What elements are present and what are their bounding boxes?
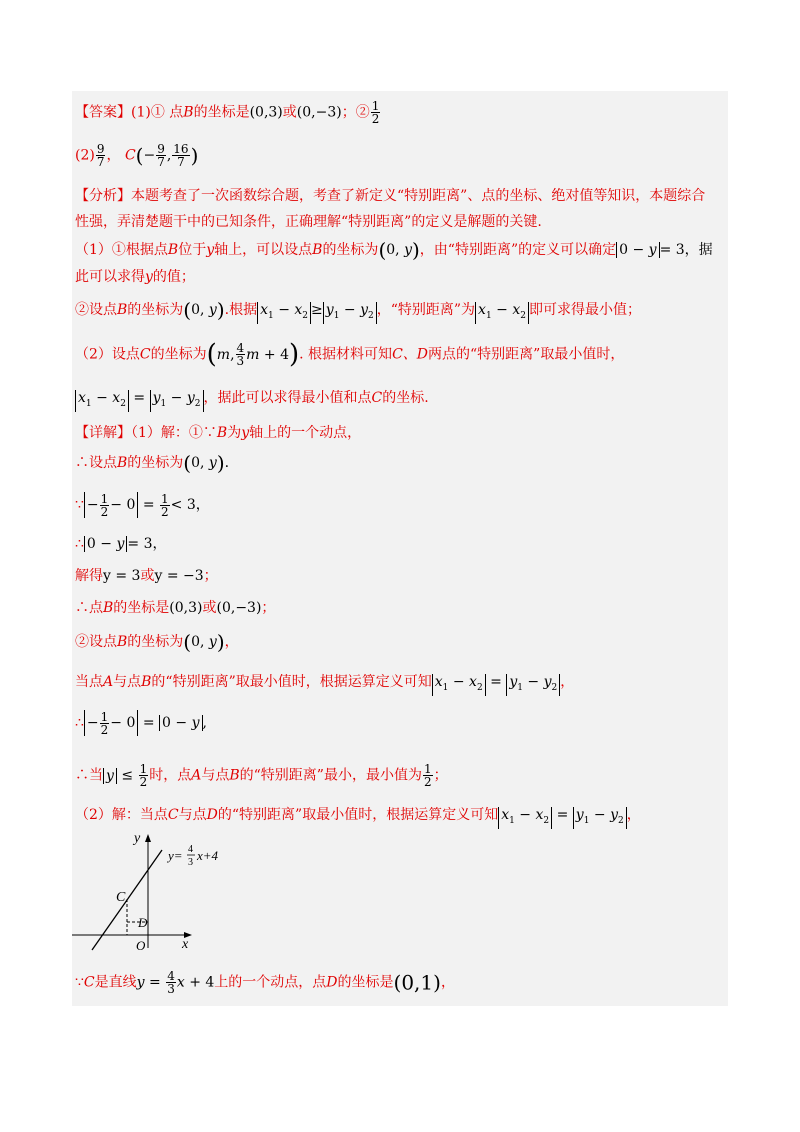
answer-label: 【答案】 xyxy=(75,104,131,121)
analysis-line-6: （2）设点C的坐标为(m, $\frac{4}{3}$ m + 4). 根据材料可知C、D两点的“特别距离”取最小值时， xyxy=(75,339,625,370)
detail-line-12: ∵C是直线y = $\frac{4}{3}$ x + 4上的一个动点，点D的坐标是(0,1)， xyxy=(75,969,455,996)
detail-line-2: ∴设点B的坐标为(0, y). xyxy=(75,451,230,475)
detail-line-6: ∴点B的坐标是(0,3)或(0,−3)； xyxy=(75,600,276,616)
line-label-prefix: y= xyxy=(168,848,183,863)
detail-line-9: ∴ − $\frac{1}{2}$ − 0 = 0 − y , xyxy=(75,709,207,737)
detail-line-5: 解得y = 3或y = −3； xyxy=(75,568,218,584)
line-label-den: 3 xyxy=(188,857,193,868)
line-label-rest: x+4 xyxy=(197,848,219,863)
point-c-label: C xyxy=(116,890,126,905)
analysis-line-4: 此可以求得y的值； xyxy=(75,269,195,285)
detail-label: 【详解】 xyxy=(75,425,131,441)
detail-line-7: ②设点B的坐标为(0, y)， xyxy=(75,630,239,654)
coordinate-graph xyxy=(70,828,230,956)
origin-label: O xyxy=(136,938,146,953)
answer-line-2: (2) $\frac{9}{7}$ ， C(− $\frac{9}{7}$ , $\frac{16}{7}$ ) xyxy=(75,142,199,169)
analysis-line-5: ②设点B的坐标为(0, y).根据 $x_1 - x_2 \ge y_1 - y_2$ ，“特别距离”为 $x_1 - x_2$ 即可求得最小值； xyxy=(75,298,641,322)
detail-line-3: ∵ − $\frac{1}{2}$ − 0 = $\frac{1}{2}$ < 3， xyxy=(75,491,210,519)
point-d-label: D xyxy=(138,915,148,930)
y-axis-arrow xyxy=(145,834,151,842)
detail-line-10: ∴当 y ≤ $\frac{1}{2}$ 时，点A与点B的“特别距离”最小，最小值为 $\frac{1}{2}$ ； xyxy=(75,762,448,789)
analysis-line-7: $x_1 - x_2 = y_1 - y_2$ ，据此可以求得最小值和点C的坐标. xyxy=(75,388,429,412)
detail-line-11: （2）解：当点C与点D的“特别距离”取最小值时，根据运算定义可知 $x_1 - x_2 = y_1 - y_2$ ， xyxy=(75,805,641,829)
detail-line-1: 【详解】（1）解：①∵B为y轴上的一个动点， xyxy=(75,425,362,441)
analysis-line-2: 性强，弄清楚题干中的已知条件，正确理解“特别距离”的定义是解题的关键. xyxy=(75,214,542,230)
analysis-label: 【分析】 xyxy=(75,188,131,204)
answer-line-1: 【答案】(1)① 点B的坐标是(0,3)或(0,−3)；② $\frac{1}{2}$ xyxy=(75,99,380,126)
analysis-line-1: 【分析】本题考查了一次函数综合题，考查了新定义“特别距离”、点的坐标、绝对值等知识，本题综合 xyxy=(75,188,706,204)
detail-line-8: 当点A与点B的“特别距离”取最小值时，根据运算定义可知 $x_1 - x_2 = y_1 - y_2$ ， xyxy=(75,672,574,696)
line-label-num: 4 xyxy=(188,844,193,855)
x-axis-label: x xyxy=(182,937,189,952)
fraction: $\frac{9}{7}$ xyxy=(96,142,105,169)
analysis-line-3: （1）①根据点B位于y轴上，可以设点B的坐标为(0, y)，由“特别距离”的定义可以确定 0 − y = 3，据 xyxy=(75,238,713,262)
fraction: $\frac{16}{7}$ xyxy=(173,142,189,169)
detail-line-4: ∴ 0 − y = 3， xyxy=(75,536,167,552)
y-axis-label: y xyxy=(134,831,141,846)
fraction: $\frac{1}{2}$ xyxy=(371,99,380,126)
fraction: $\frac{9}{7}$ xyxy=(157,142,165,169)
